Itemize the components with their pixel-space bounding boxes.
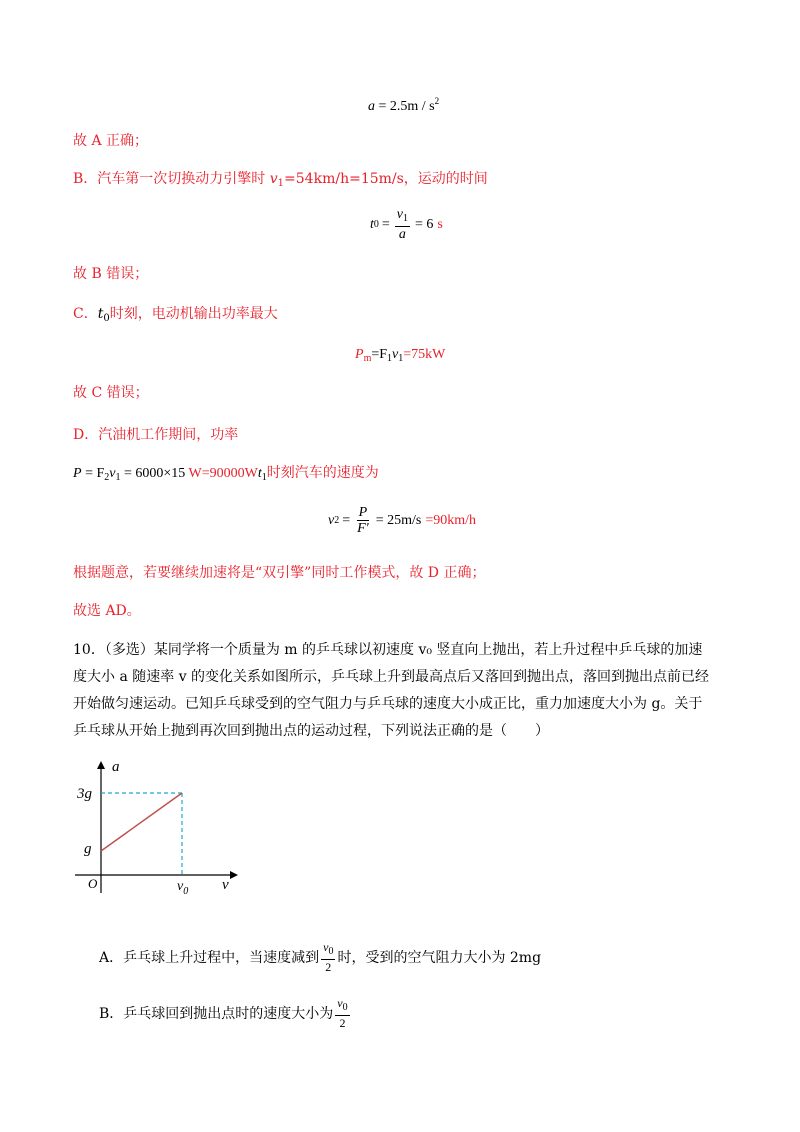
equation-pm (355, 347, 445, 364)
equation-p (73, 462, 379, 483)
option-a (99, 940, 541, 975)
line-answer: 故选 AD。 (73, 603, 141, 619)
eq-v2-red: =90km/h (425, 512, 477, 528)
eq-t0-num: v (396, 207, 404, 222)
line-c (73, 304, 278, 329)
line-b-suffix: =54km/h=15m/s，运动的时间 (284, 171, 488, 187)
eq-a-exp: 2 (434, 96, 440, 106)
line-b-prefix: B．汽车第一次切换动力引擎时 (73, 171, 270, 187)
eq-t0-num-sub: 1 (403, 213, 409, 224)
line-c-var: t (97, 306, 104, 322)
x-tick-sub: 0 (183, 886, 189, 897)
option-a-den: 2 (325, 960, 332, 974)
y-tick-g: g (84, 841, 92, 857)
option-b-fraction (335, 996, 349, 1031)
line-conclusion: 根据题意，若要继续加速将是“双引擎”同时工作模式，故 D 正确； (73, 565, 486, 581)
eq-p-v-sub: 1 (115, 472, 121, 483)
line-b-wrong: 故 B 错误； (73, 266, 149, 282)
line-b-var: v (269, 171, 278, 187)
option-b-den: 2 (339, 1016, 346, 1030)
acceleration-speed-graph (70, 755, 250, 900)
eq-pm-f-sub: 1 (387, 353, 393, 364)
eq-p-t: t (257, 466, 262, 481)
option-b-num-sub: 0 (342, 1002, 348, 1013)
option-b-prefix: B．乒乓球回到抛出点时的速度大小为 (99, 1005, 334, 1022)
line-c-wrong: 故 C 错误； (73, 385, 149, 401)
eq-t0-rhs: = 6 (415, 216, 434, 232)
eq-t0-lhs-sub: 0 (373, 219, 379, 230)
option-a-prefix: A．乒乓球上升过程中，当速度减到 (99, 949, 320, 966)
x-axis-arrow (230, 871, 238, 879)
equation-t0 (370, 207, 443, 242)
eq-pm-v: v (392, 347, 399, 362)
eq-pm-mid: =F (371, 347, 388, 362)
option-b-num: v (337, 996, 343, 1010)
option-a-suffix: 时，受到的空气阻力大小为 2mg (337, 949, 542, 966)
question-text: （多选）某同学将一个质量为 m 的乒乓球以初速度 v₀ 竖直向上抛出，若上升过程中乒乓球的加速度大小 a 随速率 v 的变化关系如图所示，乒乓球上升到最高点后又落回到抛出点，落回到抛出点前已经开始做匀速运动。已知乒乓球受到的空气阻力与乒乓球的速度大小成正比，重力加速度大小为 g。关于乒乓球从开始上抛到再次回到抛出点的运动过程，下列说法正确的是（ ） (73, 642, 710, 739)
option-a-fraction (321, 940, 335, 975)
eq-p-suffix: 时刻汽车的速度为 (266, 465, 379, 481)
equation-acceleration (368, 96, 439, 115)
a-v-line (101, 793, 182, 851)
eq-p-f-sub: 2 (104, 472, 110, 483)
eq-p-red: W=90000W (188, 466, 258, 481)
line-b (73, 169, 488, 194)
eq-p-v: v (109, 466, 116, 481)
eq-v2-rhs: = 25m/s (375, 512, 422, 528)
eq-pm-v-sub: 1 (398, 353, 404, 364)
y-tick-3g: 3g (77, 786, 92, 802)
eq-a-rhs: = 2.5m / s (378, 99, 435, 114)
line-c-sub: 0 (103, 313, 110, 324)
eq-t0-unit: s (437, 216, 443, 232)
eq-pm-lhs: P (355, 347, 364, 362)
option-b (99, 996, 352, 1031)
option-a-num-sub: 0 (328, 946, 334, 957)
eq-pm-rhs: =75kW (403, 347, 446, 362)
line-c-prefix: C． (73, 306, 98, 322)
eq-v2-lhs: v (328, 512, 335, 528)
y-axis-label: a (112, 759, 120, 775)
eq-pm-lhs-sub: m (363, 353, 372, 364)
line-d: D．汽油机工作期间，功率 (73, 427, 239, 443)
eq-a-lhs: a (368, 99, 375, 114)
equation-v2: v 2 = $\frac{P}{F'}$ = 25m/s =90km/h (328, 505, 477, 536)
x-axis-label: v (222, 877, 229, 893)
eq-v2-lhs-sub: 2 (334, 515, 340, 526)
eq-t0-den: a (398, 227, 406, 242)
line-a-correct: 故 A 正确； (73, 133, 149, 149)
eq-t0-eq: = (381, 216, 390, 232)
eq-p-lhs: P (73, 466, 82, 481)
eq-v2-fraction (355, 505, 371, 536)
question-10 (73, 637, 713, 745)
x-tick-v0 (177, 879, 188, 897)
origin-label: O (88, 876, 98, 891)
line-b-sub: 1 (277, 178, 285, 189)
eq-p-t-sub: 1 (261, 472, 267, 483)
eq-v2-num: P (358, 505, 368, 520)
eq-v2-den: F′ (357, 521, 369, 536)
eq-p-part1: = F (81, 466, 105, 481)
x-tick-v: v (177, 879, 184, 894)
y-axis-arrow (97, 761, 105, 769)
line-c-suffix: 时刻，电动机输出功率最大 (109, 306, 278, 322)
question-number: 10． (73, 642, 105, 658)
eq-t0-lhs: t (370, 216, 374, 232)
eq-p-rhs: = 6000×15 (120, 466, 186, 481)
option-a-num: v (323, 940, 329, 954)
eq-t0-fraction (395, 207, 410, 242)
